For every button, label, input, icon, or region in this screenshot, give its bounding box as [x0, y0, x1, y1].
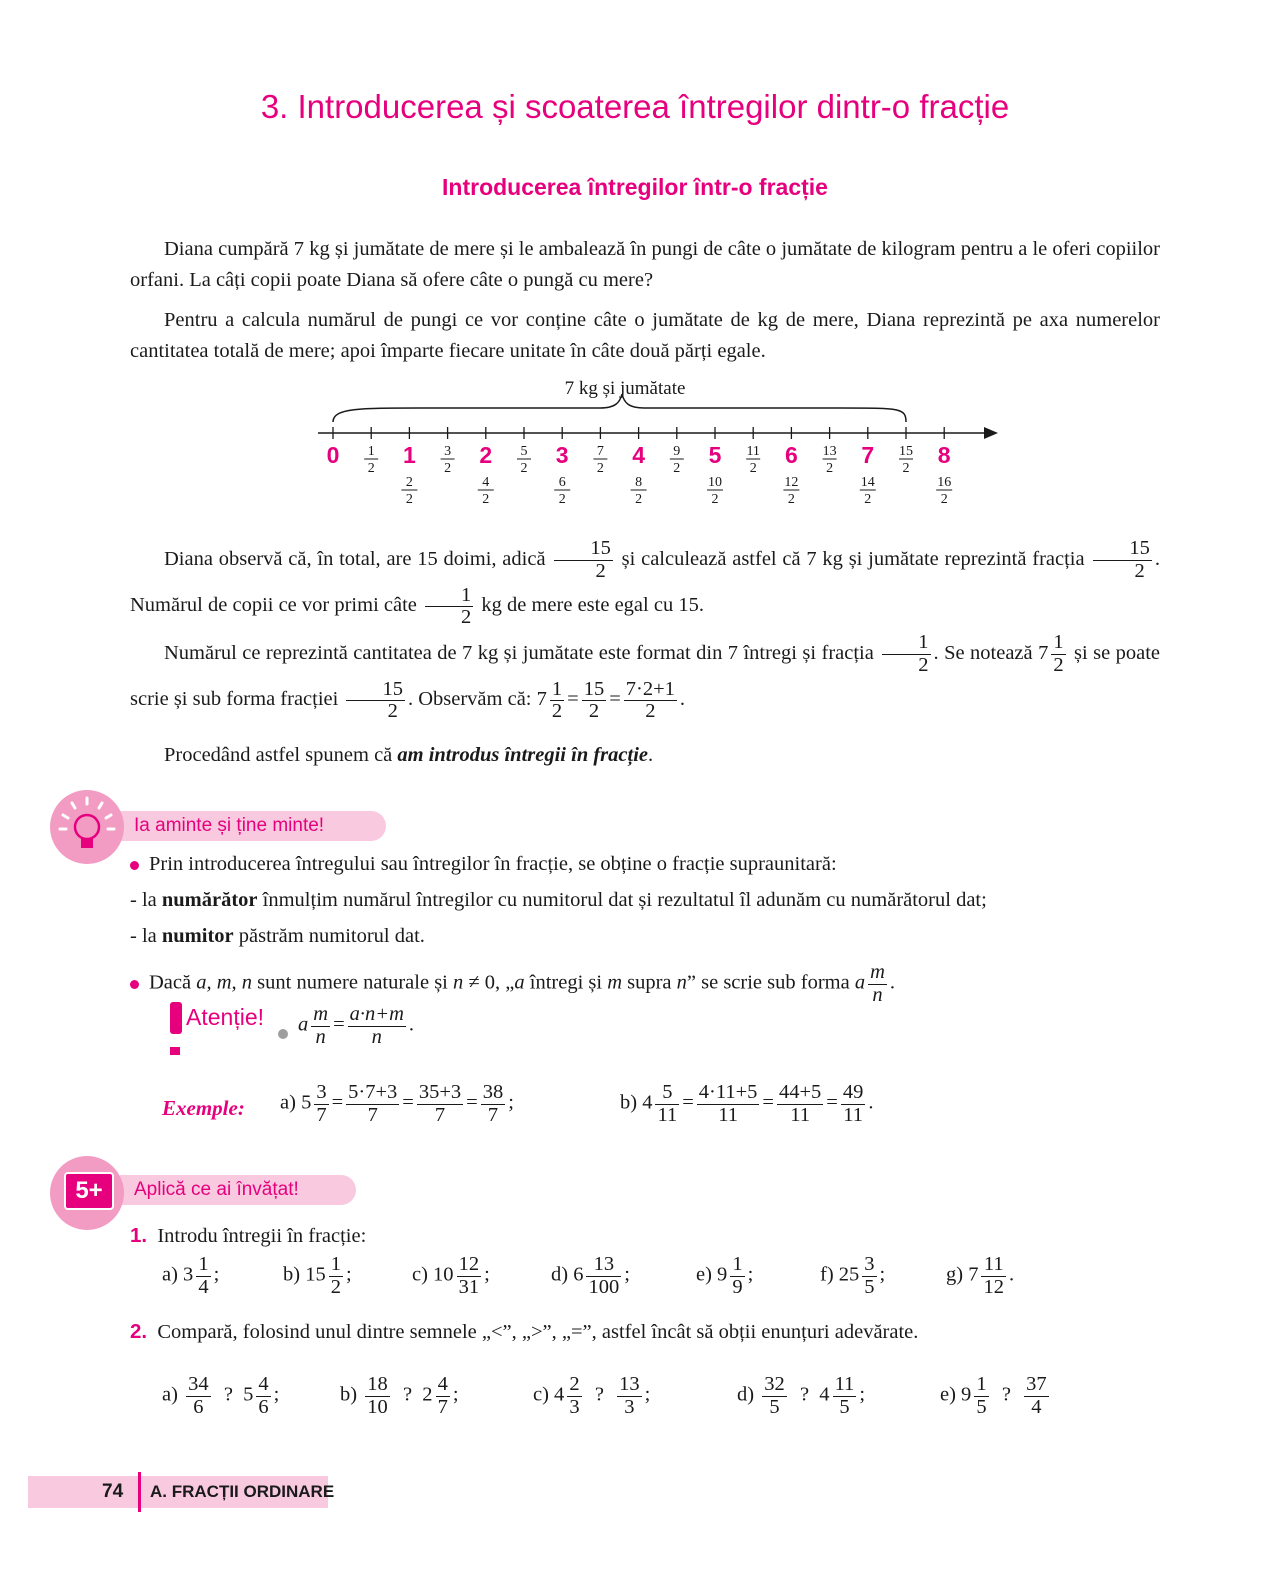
axis-half-denominator: 2 [596, 461, 604, 476]
axis-equiv-numerator: 10 [708, 475, 722, 490]
axis-half-denominator: 2 [826, 461, 834, 476]
attention-formula: a $\frac{m}{n}$ = $\frac{a\cdot n+m}{n}$ . [298, 1003, 415, 1048]
axis-equiv-numerator: 6 [558, 475, 566, 490]
axis-integer-label: 6 [785, 442, 798, 468]
axis-equiv-denominator: 2 [711, 492, 719, 507]
q1-item-c: c) 10 $\frac{12}{31}$ ; [412, 1253, 490, 1298]
remember-label: Ia aminte și ține minte! [120, 811, 386, 841]
question-2: 2. Compară, folosind unul dintre semnele „<”, „>”, „=”, astfel încât să obții enunțuri adevărate. [130, 1320, 919, 1343]
question-1: 1. Introdu întregii în fracție: [130, 1224, 367, 1247]
obs-text-3: fracția [1032, 548, 1085, 570]
fraction-15-2-b: $\frac{15}{2}$ [1093, 538, 1152, 582]
obs-text-4: . Numărul de copii ce vor primi câte [130, 548, 1161, 617]
obs-text-1: Diana observă că, în total, are 15 doimi, adică [164, 548, 546, 570]
axis-half-numerator: 11 [746, 444, 760, 459]
axis-half-numerator: 15 [899, 444, 913, 459]
q1-item-f: f) 25 $\frac{3}{5}$ ; [820, 1253, 886, 1298]
observation-paragraph [130, 536, 1160, 629]
axis-equiv-numerator: 14 [860, 475, 875, 490]
fraction-1-2-b: $\frac{1}{2}$ [882, 632, 930, 676]
axis-equiv-denominator: 2 [558, 492, 566, 507]
axis-integer-label: 7 [861, 442, 875, 468]
example-b: b) 4 $\frac{5}{11}$ = $\frac{4\cdot 11+5}{11}$ = $\frac{44+5}{11}$ = $\frac{49}{11}$ . [620, 1081, 874, 1126]
section-subtitle: Introducerea întregilor într-o fracție [442, 174, 828, 200]
apply-label: Aplică ce ai învățat! [120, 1175, 356, 1205]
axis-integer-label: 2 [479, 442, 493, 468]
q1-item-b: b) 15 $\frac{1}{2}$ ; [283, 1253, 352, 1298]
conclusion-paragraph: Procedând astfel spunem că am introdus întregii în fracție. [164, 744, 654, 766]
number-line [300, 372, 1020, 512]
brace-label: 7 kg și jumătate [564, 378, 686, 399]
example-a: a) 5 $\frac{3}{7}$ = $\frac{5\cdot 7+3}{7}$ = $\frac{35+3}{7}$ = $\frac{38}{7}$ ; [280, 1081, 514, 1126]
q2-item-c: c) 4 $\frac{2}{3}$ ? $\frac{13}{3}$ ; [533, 1373, 651, 1418]
fraction-15-2-c: $\frac{15}{2}$ [346, 679, 405, 723]
page-title: 3. Introducerea și scoaterea întregilor dintr-o fracție [260, 88, 1010, 125]
number-paragraph [130, 630, 1160, 723]
axis-equiv-numerator: 4 [482, 475, 490, 490]
obs-text-5: kg de mere este egal cu 15. [481, 594, 704, 617]
num-text-2: . Se notează [933, 642, 1033, 664]
intro-paragraph-2: Pentru a calcula numărul de pungi ce vor conține câte o jumătate de kg de mere, Diana reprezintă pe axa numerelor cantitatea totală de mere; apoi împarte fiecare unitate în câte două părți egale. [130, 309, 1160, 362]
axis-half-numerator: 13 [822, 444, 837, 459]
lightbulb-icon [50, 790, 124, 864]
axis-half-denominator: 2 [520, 461, 528, 476]
num-text-1: Numărul ce reprezintă cantitatea de 7 kg și jumătate este format din 7 întregi și fracția [164, 642, 874, 664]
axis-half-numerator: 1 [367, 444, 375, 459]
attention-label: Atenție! [186, 1004, 264, 1030]
axis-half-numerator: 3 [444, 444, 452, 459]
q1-item-e: e) 9 $\frac{1}{9}$ ; [696, 1253, 754, 1298]
axis-integer-label: 0 [326, 442, 340, 468]
conclusion-emphasis: am introdus întregii în fracție [397, 744, 648, 766]
axis-equiv-denominator: 2 [787, 492, 795, 507]
q2-item-e: e) 9 $\frac{1}{5}$ ? $\frac{37}{4}$ [940, 1373, 1047, 1418]
conclusion-text: Procedând astfel spunem că [164, 744, 393, 766]
axis-equiv-numerator: 8 [635, 475, 643, 490]
axis-half-numerator: 9 [673, 444, 681, 459]
mixed-7-1-2: 7 $\frac{1}{2}$ [1038, 631, 1064, 676]
exclamation-icon [170, 1002, 182, 1034]
axis-half-denominator: 2 [902, 461, 910, 476]
q2-item-b: b) $\frac{18}{10}$ ? 2 $\frac{4}{7}$ ; [340, 1373, 459, 1418]
num-text-3: și se poate scrie și sub forma fracției [130, 642, 1161, 711]
fraction-15-2: $\frac{15}{2}$ [554, 538, 613, 582]
mixed-a-m-n: a $\frac{m}{n}$ . [854, 961, 896, 1006]
axis-half-numerator: 5 [520, 444, 528, 459]
axis-half-denominator: 2 [749, 461, 757, 476]
axis-integer-label: 1 [403, 442, 416, 468]
attention-bullet [278, 1029, 288, 1039]
axis-integer-label: 8 [937, 442, 951, 468]
footer-separator [138, 1472, 141, 1512]
chapter-label: A. FRACȚII ORDINARE [150, 1482, 335, 1501]
bullet-dot [130, 980, 139, 989]
axis-half-numerator: 7 [596, 444, 604, 459]
axis-equiv-numerator: 12 [784, 475, 799, 490]
q1-item-d: d) 6 $\frac{13}{100}$ ; [551, 1253, 630, 1298]
q1-item-a: a) 3 $\frac{1}{4}$ ; [162, 1253, 220, 1298]
fraction-1-2: $\frac{1}{2}$ [425, 585, 473, 629]
num-text-4: . Observăm că: [407, 688, 532, 711]
remember-badge [50, 790, 124, 864]
axis-half-denominator: 2 [673, 461, 681, 476]
axis-integer-label: 4 [632, 442, 645, 468]
axis-integer-label: 3 [555, 442, 569, 468]
q1-item-g: g) 7 $\frac{11}{12}$ . [946, 1253, 1015, 1298]
q2-item-a: a) $\frac{34}{6}$ ? 5 $\frac{4}{6}$ ; [162, 1373, 280, 1418]
intro-paragraph-1: Diana cumpără 7 kg și jumătate de mere și le ambalează în pungi de câte o jumătate de kilogram pentru a le oferi copiilor orfani. La câți copii poate Diana să ofere câte o pungă cu mere? [130, 238, 1160, 291]
axis-equiv-denominator: 2 [635, 492, 643, 507]
obs-text-2: și calculează astfel că 7 kg și jumătate reprezintă [621, 548, 1027, 570]
apply-badge [50, 1156, 124, 1230]
axis-equiv-numerator: 16 [937, 475, 952, 490]
axis-equiv-denominator: 2 [864, 492, 872, 507]
axis-equiv-denominator: 2 [482, 492, 490, 507]
axis-arrow [984, 427, 998, 439]
axis-equiv-denominator: 2 [940, 492, 948, 507]
axis-integer-label: 5 [708, 442, 722, 468]
axis-half-denominator: 2 [367, 461, 375, 476]
exclamation-dot [170, 1047, 180, 1055]
axis-half-denominator: 2 [444, 461, 452, 476]
axis-equiv-denominator: 2 [405, 492, 413, 507]
equality-7-1-2: 7 $\frac{1}{2}$ = $\frac{15}{2}$ = $\frac{7\cdot 2+1}{2}$ . [536, 677, 686, 723]
remember-content: Prin introducerea întregului sau întregilor în fracție, se obține o fracție supraunitară: - la numărător înmulțim numărul întregilor cu numitorul dat și rezultatul îl adunăm cu numărătorul dat; - la numitor păstrăm numitorul dat. Dacă a, m, n sunt numere naturale și n ≠ 0, „a întregi și m supra n” se scrie sub forma a $\frac{m}{n}$ . [130, 853, 987, 1006]
question-2-items [0, 1374, 1270, 1434]
examples-label: Exemple: [162, 1096, 245, 1120]
board-icon: 5+ [64, 1172, 114, 1210]
q2-item-d: d) $\frac{32}{5}$ ? 4 $\frac{11}{5}$ ; [737, 1373, 866, 1418]
page-number: 74 [102, 1481, 124, 1502]
bullet-dot [130, 861, 139, 870]
axis-equiv-numerator: 2 [405, 475, 413, 490]
question-1-items [0, 1254, 1270, 1314]
